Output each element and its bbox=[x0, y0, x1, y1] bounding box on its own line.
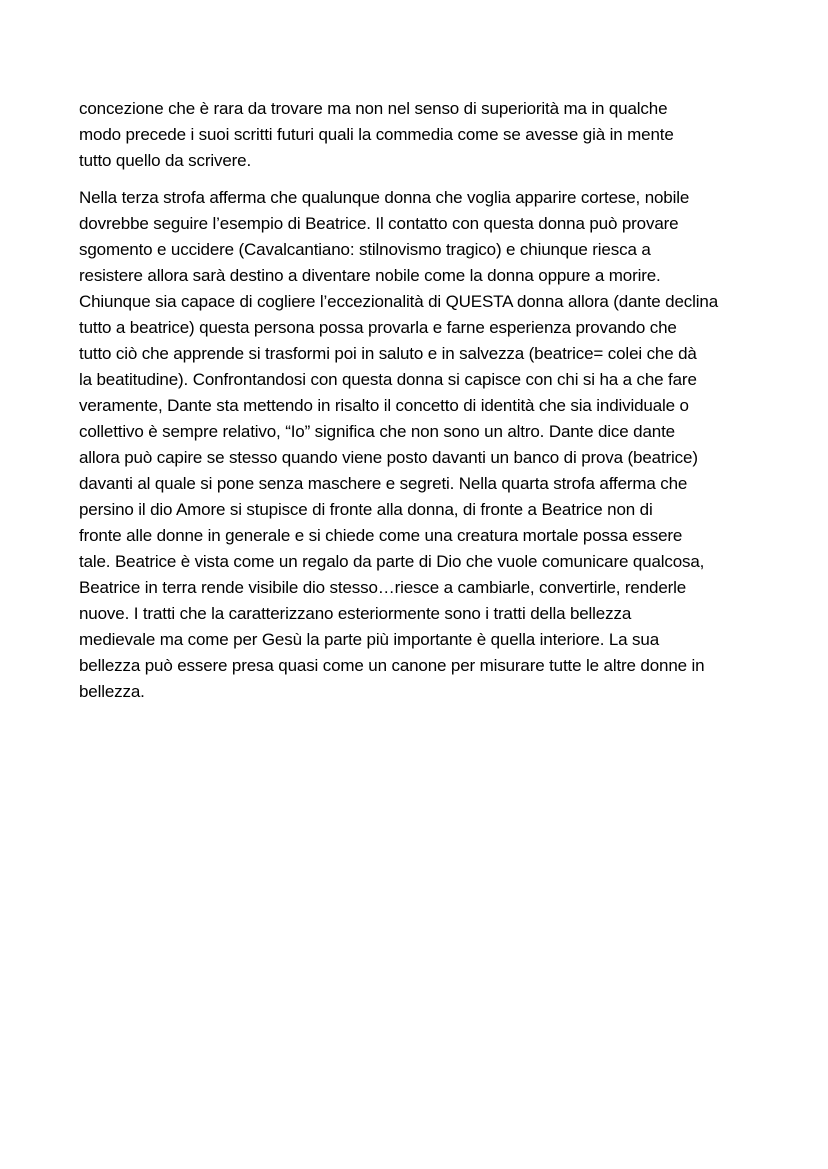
text-line: Chiunque sia capace di cogliere l’eccezionalità di QUESTA donna allora (dante declina bbox=[79, 292, 718, 311]
text-line: veramente, Dante sta mettendo in risalto il concetto di identità che sia individuale o bbox=[79, 396, 689, 415]
text-line: tutto a beatrice) questa persona possa provarla e farne esperienza provando che bbox=[79, 318, 677, 337]
text-line: sgomento e uccidere (Cavalcantiano: stilnovismo tragico) e chiunque riesca a bbox=[79, 240, 651, 259]
text-line: dovrebbe seguire l’esempio di Beatrice. Il contatto con questa donna può provare bbox=[79, 214, 679, 233]
text-line: persino il dio Amore si stupisce di fronte alla donna, di fronte a Beatrice non di bbox=[79, 500, 653, 519]
text-line: medievale ma come per Gesù la parte più importante è quella interiore. La sua bbox=[79, 630, 659, 649]
document-body bbox=[79, 96, 759, 705]
paragraph bbox=[79, 185, 759, 705]
text-line: fronte alle donne in generale e si chiede come una creatura mortale possa essere bbox=[79, 526, 683, 545]
text-line: allora può capire se stesso quando viene posto davanti un banco di prova (beatrice) bbox=[79, 448, 698, 467]
text-line: bellezza può essere presa quasi come un canone per misurare tutte le altre donne in bbox=[79, 656, 705, 675]
text-line: Nella terza strofa afferma che qualunque donna che voglia apparire cortese, nobile bbox=[79, 188, 690, 207]
text-line: nuove. I tratti che la caratterizzano esteriormente sono i tratti della bellezza bbox=[79, 604, 632, 623]
text-line: Beatrice in terra rende visibile dio stesso…riesce a cambiarle, convertirle, renderle bbox=[79, 578, 687, 597]
text-line: la beatitudine). Confrontandosi con questa donna si capisce con chi si ha a che fare bbox=[79, 370, 697, 389]
text-line: davanti al quale si pone senza maschere e segreti. Nella quarta strofa afferma che bbox=[79, 474, 688, 493]
paragraph bbox=[79, 96, 759, 174]
text-line: collettivo è sempre relativo, “Io” significa che non sono un altro. Dante dice dante bbox=[79, 422, 675, 441]
text-line: bellezza. bbox=[79, 682, 145, 701]
text-line: resistere allora sarà destino a diventare nobile come la donna oppure a morire. bbox=[79, 266, 661, 285]
text-line: modo precede i suoi scritti futuri quali la commedia come se avesse già in mente bbox=[79, 125, 674, 144]
text-line: tutto ciò che apprende si trasformi poi in saluto e in salvezza (beatrice= colei che dà bbox=[79, 344, 697, 363]
text-line: tale. Beatrice è vista come un regalo da parte di Dio che vuole comunicare qualcosa, bbox=[79, 552, 705, 571]
text-line: concezione che è rara da trovare ma non nel senso di superiorità ma in qualche bbox=[79, 99, 668, 118]
text-line: tutto quello da scrivere. bbox=[79, 151, 252, 170]
